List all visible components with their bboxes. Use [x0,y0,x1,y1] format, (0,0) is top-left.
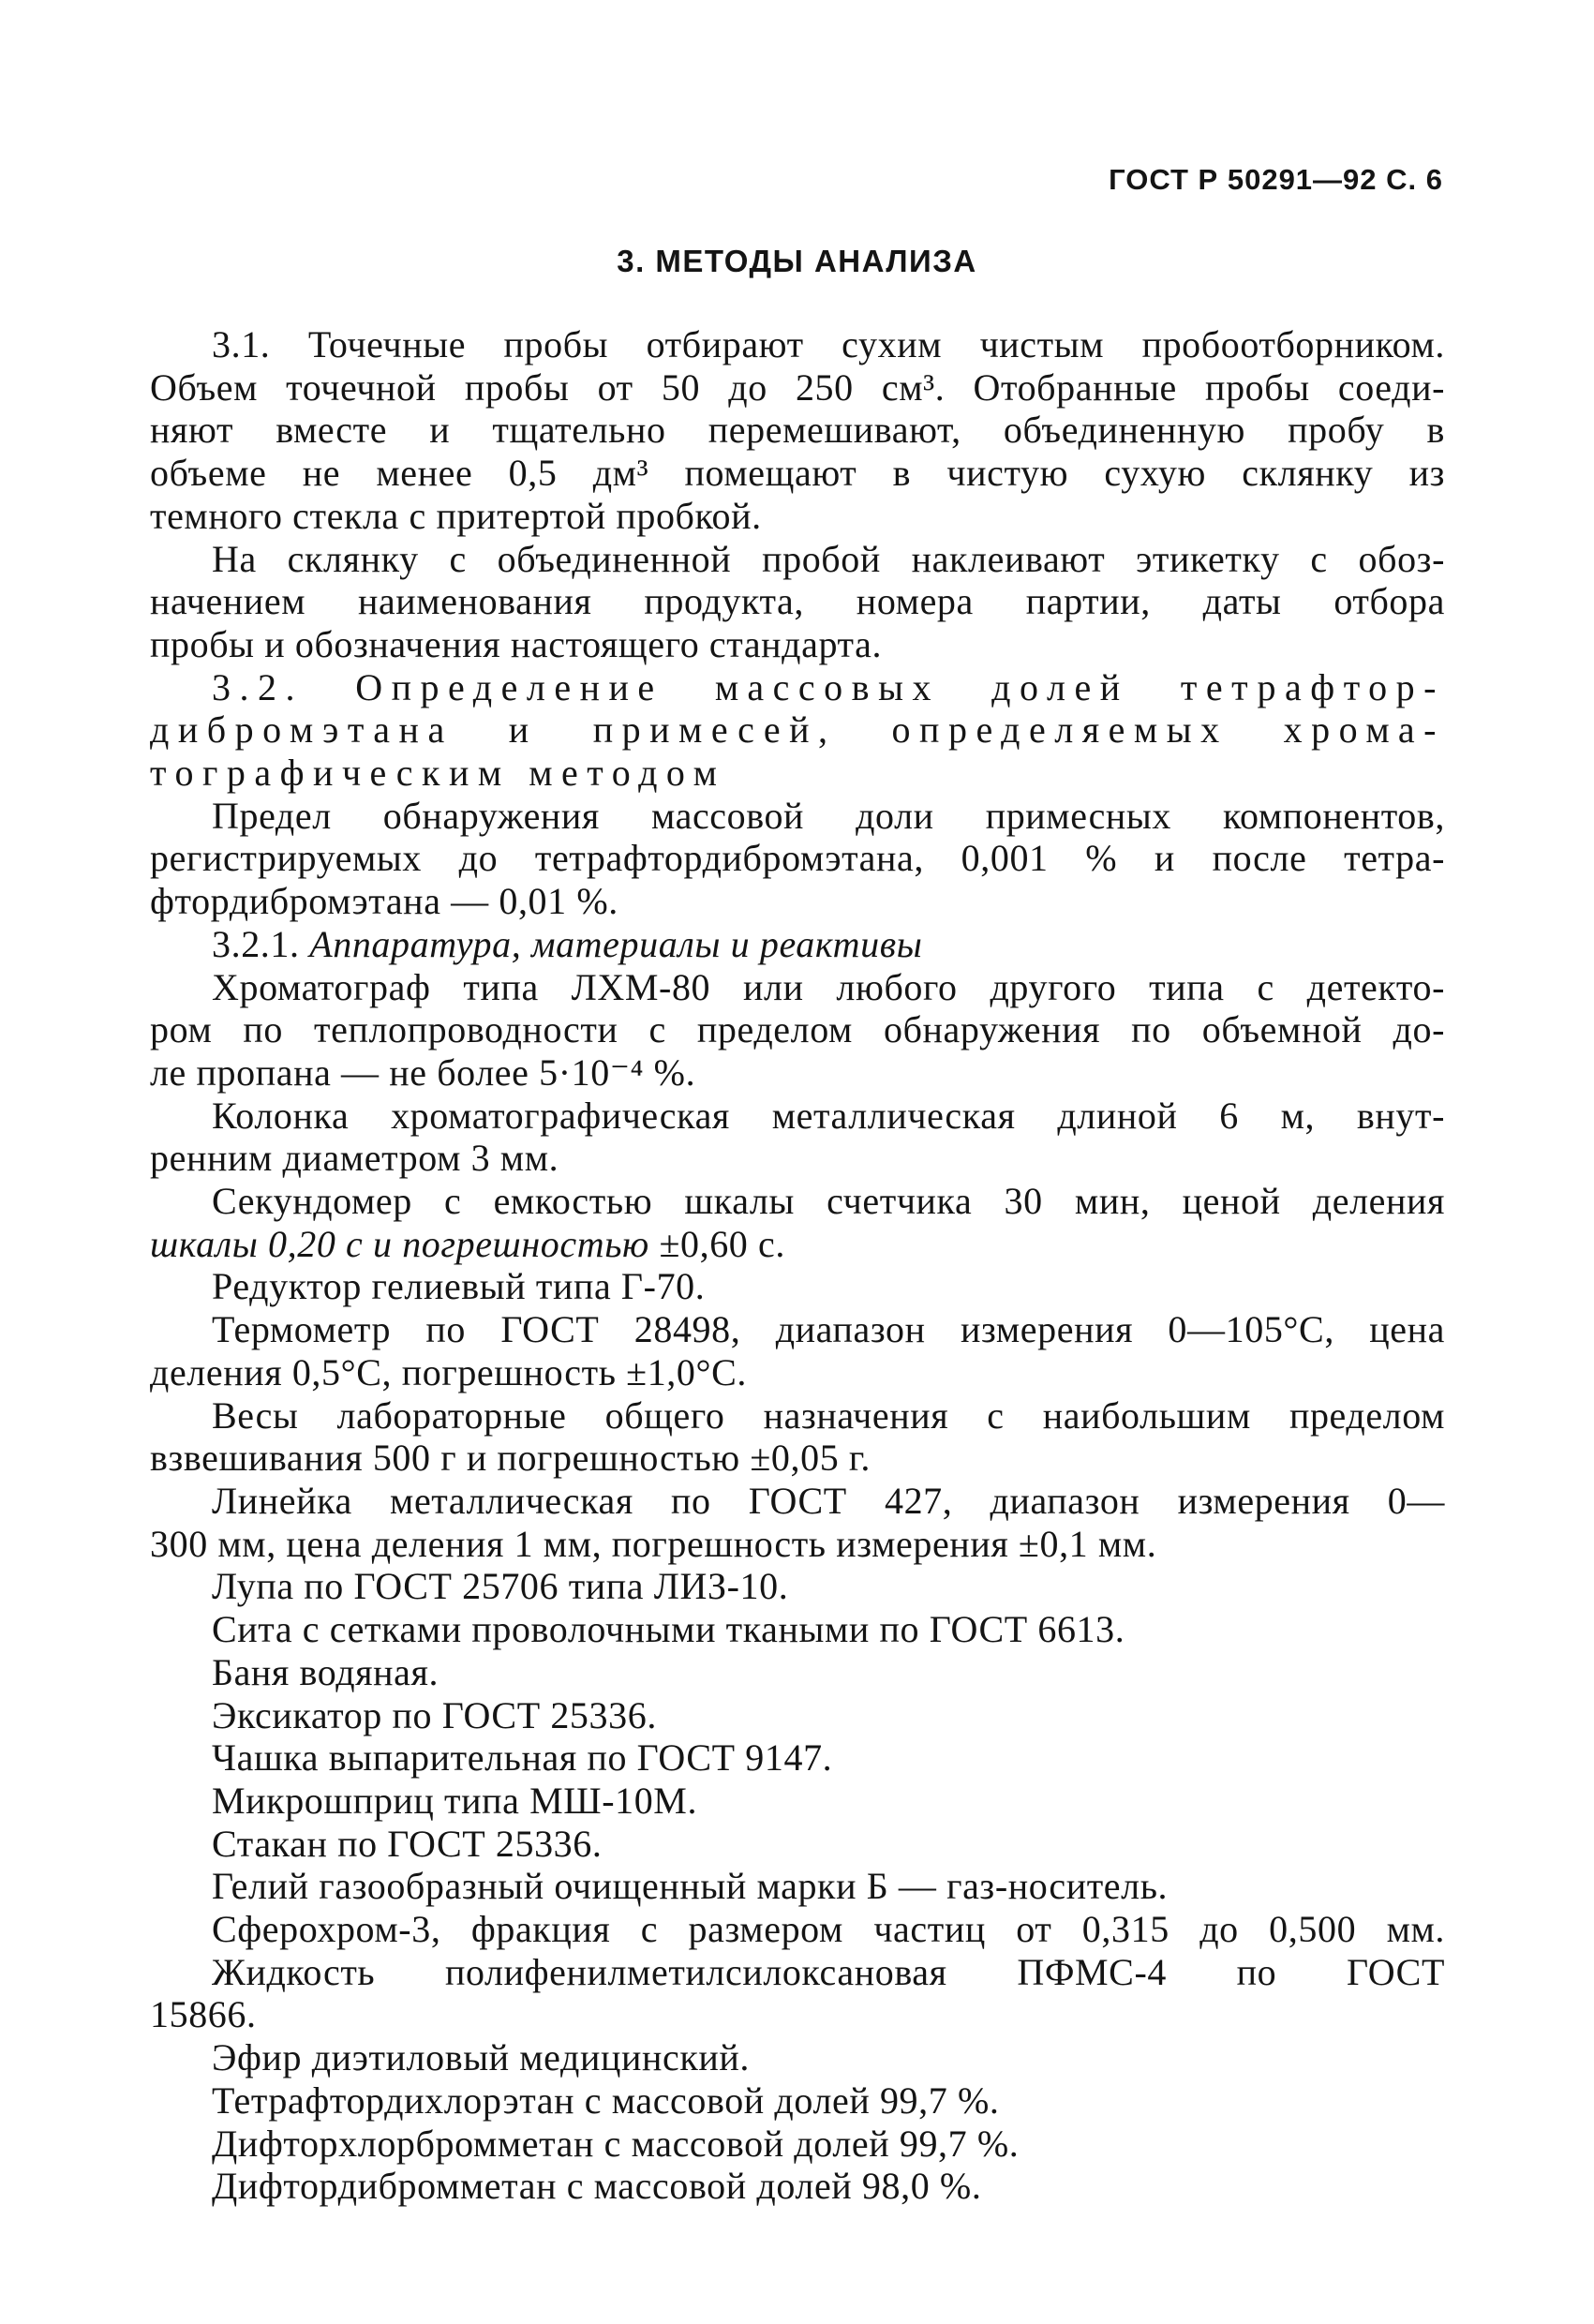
text-line: няют вместе и тщательно перемешивают, объединенную пробу в [150,409,1445,452]
text-line: 300 мм, цена деления 1 мм, погрешность измерения ±0,1 мм. [150,1522,1157,1565]
text-line: Объем точечной пробы от 50 до 250 см³. Отобранные пробы соеди- [150,365,1445,409]
text-line: дибромэтана и примесей, определяемых хрома- [150,708,1445,752]
text-line: Гелий газообразный очищенный марки Б — газ-носитель. [212,1865,1169,1908]
text-line: Эфир диэтиловый медицинский. [212,2036,750,2079]
text-line: На склянку с объединенной пробой наклеивают этикетку с обоз- [212,537,1445,580]
text-line: Тетрафтордихлорэтан с массовой долей 99,7 %. [212,2078,1000,2122]
text-line: Хроматограф типа ЛХМ-80 или любого другого типа с детекто- [212,965,1445,1008]
text-line: шкалы 0,20 с и погрешностью ±0,60 с. [150,1222,785,1265]
text-line: взвешивания 500 г и погрешностью ±0,05 г. [150,1437,871,1480]
text-line: Колонка хроматографическая металлическая длиной 6 м, внут- [212,1094,1445,1137]
text-line: Жидкость полифенилметилсилоксановая ПФМС-4 по ГОСТ [212,1950,1445,1993]
text-line: Секундомер с емкостью шкалы счетчика 30 мин, ценой деления [212,1180,1445,1223]
text-line: Микрошприц типа МШ-10М. [212,1779,698,1822]
text-line: Стакан по ГОСТ 25336. [212,1822,603,1865]
text-line: Эксикатор по ГОСТ 25336. [212,1693,657,1736]
text-line: деления 0,5°С, погрешность ±1,0°С. [150,1350,747,1393]
section-title: 3. МЕТОДЫ АНАЛИЗА [617,244,977,278]
text-line: объеме не менее 0,5 дм³ помещают в чистую сухую склянку из [150,452,1445,495]
text-line: Термометр по ГОСТ 28498, диапазон измерения 0—105°С, цена [212,1308,1445,1351]
text-line: 3.2.1. Аппаратура, материалы и реактивы [212,922,923,965]
text-line: 3.1. Точечные пробы отбирают сухим чистым пробоотборником. [212,323,1445,365]
text-line: Чашка выпарительная по ГОСТ 9147. [212,1736,833,1780]
text-line: Весы лабораторные общего назначения с наибольшим пределом [212,1393,1445,1437]
text-line: Лупа по ГОСТ 25706 типа ЛИЗ-10. [212,1565,789,1608]
text-line: Сита с сетками проволочными ткаными по ГОСТ 6613. [212,1608,1125,1651]
text-line: ле пропана — не более 5·10⁻⁴ %. [150,1050,696,1094]
text-line: 15866. [150,1993,257,2036]
text-line: Дифтордибромметан с массовой долей 98,0 %. [212,2165,982,2208]
text-line: фтордибромэтана — 0,01 %. [150,880,618,923]
text-line: регистрируемых до тетрафтордибромэтана, 0,001 % и после тетра- [150,837,1445,880]
text-line: Дифторхлорбромметан с массовой долей 99,7 %. [212,2122,1020,2165]
text-line: Предел обнаружения массовой доли примесных компонентов, [212,794,1445,837]
text-line: Баня водяная. [212,1650,439,1693]
text-line: 3.2. Определение массовых долей тетрафтор- [212,665,1445,708]
text-line: Сферохром-3, фракция с размером частиц от 0,315 до 0,500 мм. [212,1908,1445,1951]
text-line: ренним диаметром 3 мм. [150,1137,559,1180]
page-header: ГОСТ Р 50291—92 С. 6 [1109,163,1443,196]
text-line: тографическим методом [150,752,726,795]
text-line: темного стекла с притертой пробкой. [150,494,762,537]
text-line: Редуктор гелиевый типа Г-70. [212,1265,706,1308]
text-line: пробы и обозначения настоящего стандарта. [150,622,883,665]
text-line: Линейка металлическая по ГОСТ 427, диапазон измерения 0— [212,1479,1445,1522]
document-body [150,323,1445,2208]
text-line: начением наименования продукта, номера партии, даты отбора [150,580,1445,623]
text-line: ром по теплопроводности с пределом обнаружения по объемной до- [150,1008,1445,1051]
